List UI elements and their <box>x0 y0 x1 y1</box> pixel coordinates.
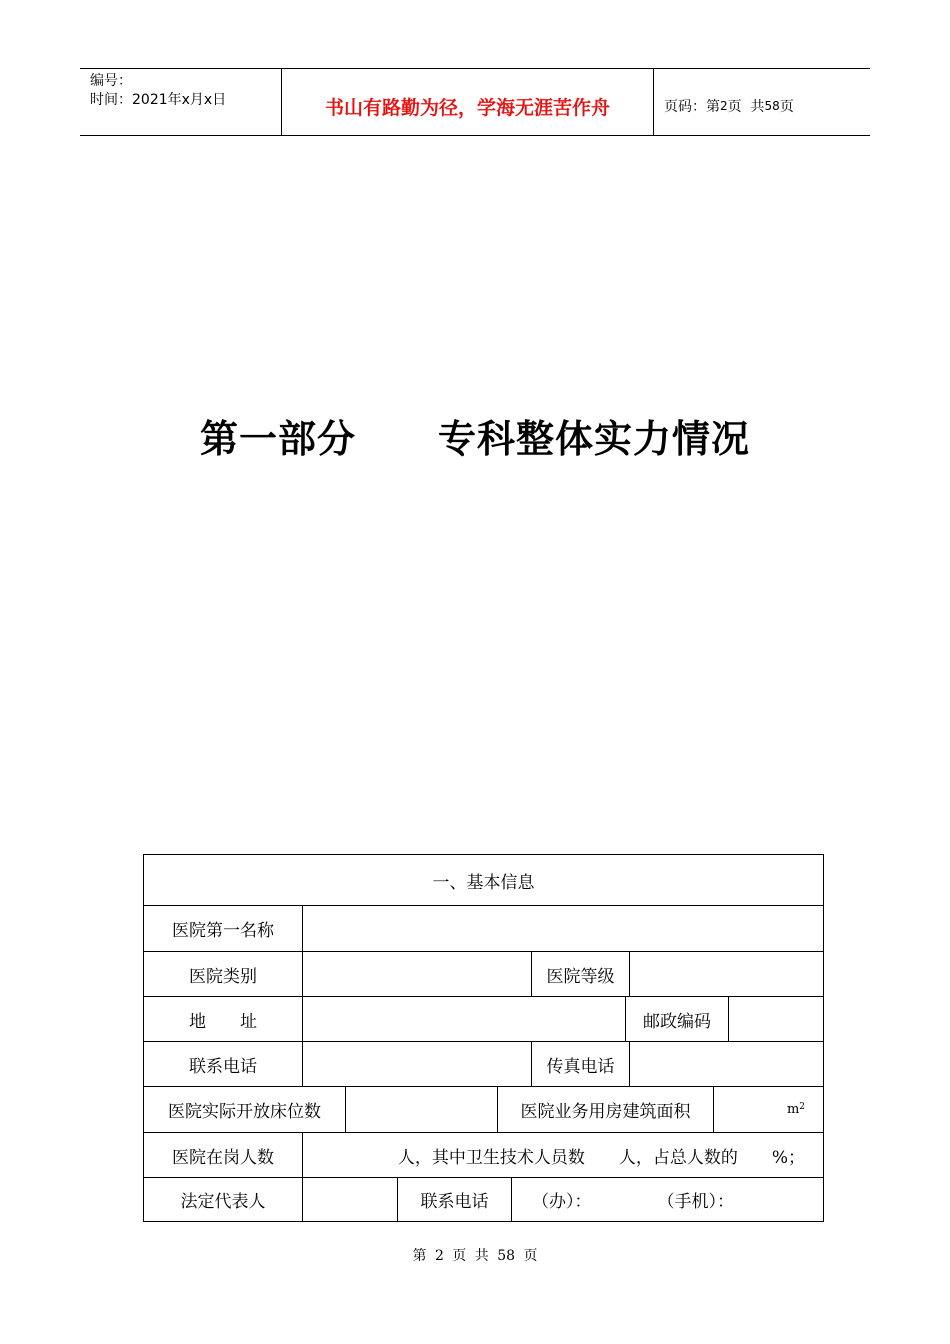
postal-code-field[interactable] <box>728 997 823 1041</box>
section-title: 一、基本信息 <box>432 872 535 893</box>
page-total: 58 <box>764 99 780 113</box>
postal-code-label: 邮政编码 <box>625 997 728 1041</box>
staff-field[interactable]: 人，其中卫生技术人员数 人，占总人数的 %； <box>302 1133 823 1177</box>
open-beds-label: 医院实际开放床位数 <box>168 1102 321 1122</box>
hospital-type-label: 医院类别 <box>189 966 257 987</box>
address-label: 地 址 <box>189 1011 257 1032</box>
office-phone-label: （办）： <box>532 1192 592 1212</box>
legal-phone-field[interactable] <box>511 1178 823 1221</box>
hospital-first-name-label: 医院第一名称 <box>172 921 274 941</box>
building-area-field[interactable] <box>713 1087 823 1132</box>
hospital-type-field[interactable] <box>302 952 531 996</box>
header-page-info <box>654 69 870 135</box>
table-row <box>144 1177 823 1221</box>
table-row <box>144 996 823 1041</box>
table-row <box>144 951 823 996</box>
table-row <box>144 905 823 951</box>
hospital-first-name-field[interactable] <box>302 906 823 951</box>
page-header <box>80 68 870 136</box>
title-part: 第一部分 <box>199 416 356 461</box>
table-row <box>144 1086 823 1132</box>
open-beds-field[interactable] <box>345 1087 497 1132</box>
area-unit: m <box>786 1102 800 1117</box>
page-title <box>0 408 950 463</box>
staff-label: 医院在岗人数 <box>172 1147 274 1168</box>
date-label: 时间：2021年x月x日 <box>90 92 227 108</box>
fax-label: 传真电话 <box>531 1042 629 1086</box>
title-name: 专科整体实力情况 <box>438 416 751 461</box>
table-row <box>144 1041 823 1086</box>
header-motto: 书山有路勤为径，学海无涯苦作舟 <box>281 69 654 135</box>
header-meta <box>80 69 281 135</box>
building-area-label: 医院业务用房建筑面积 <box>497 1087 713 1132</box>
hospital-grade-field[interactable] <box>629 952 823 996</box>
legal-rep-label: 法定代表人 <box>180 1192 266 1212</box>
hospital-grade-label: 医院等级 <box>531 952 629 996</box>
table-row <box>144 855 823 905</box>
legal-phone-label: 联系电话 <box>397 1178 511 1221</box>
contact-phone-field[interactable] <box>302 1042 531 1086</box>
page-current: 2 <box>720 99 728 113</box>
page-suffix: 页 <box>779 99 794 115</box>
mobile-phone-label: （手机）： <box>657 1192 734 1212</box>
area-unit-sup: 2 <box>799 1101 805 1112</box>
page-mid: 页 共 <box>727 99 765 115</box>
fax-field[interactable] <box>629 1042 823 1086</box>
table-row <box>144 1132 823 1177</box>
legal-rep-field[interactable] <box>302 1178 397 1221</box>
address-field[interactable] <box>302 997 625 1041</box>
doc-number-label: 编号： <box>90 73 132 89</box>
contact-phone-label: 联系电话 <box>189 1056 257 1077</box>
page-prefix: 页码：第 <box>664 99 720 115</box>
basic-info-table <box>143 854 824 1222</box>
page-footer: 第 2 页 共 58 页 <box>412 1248 538 1264</box>
